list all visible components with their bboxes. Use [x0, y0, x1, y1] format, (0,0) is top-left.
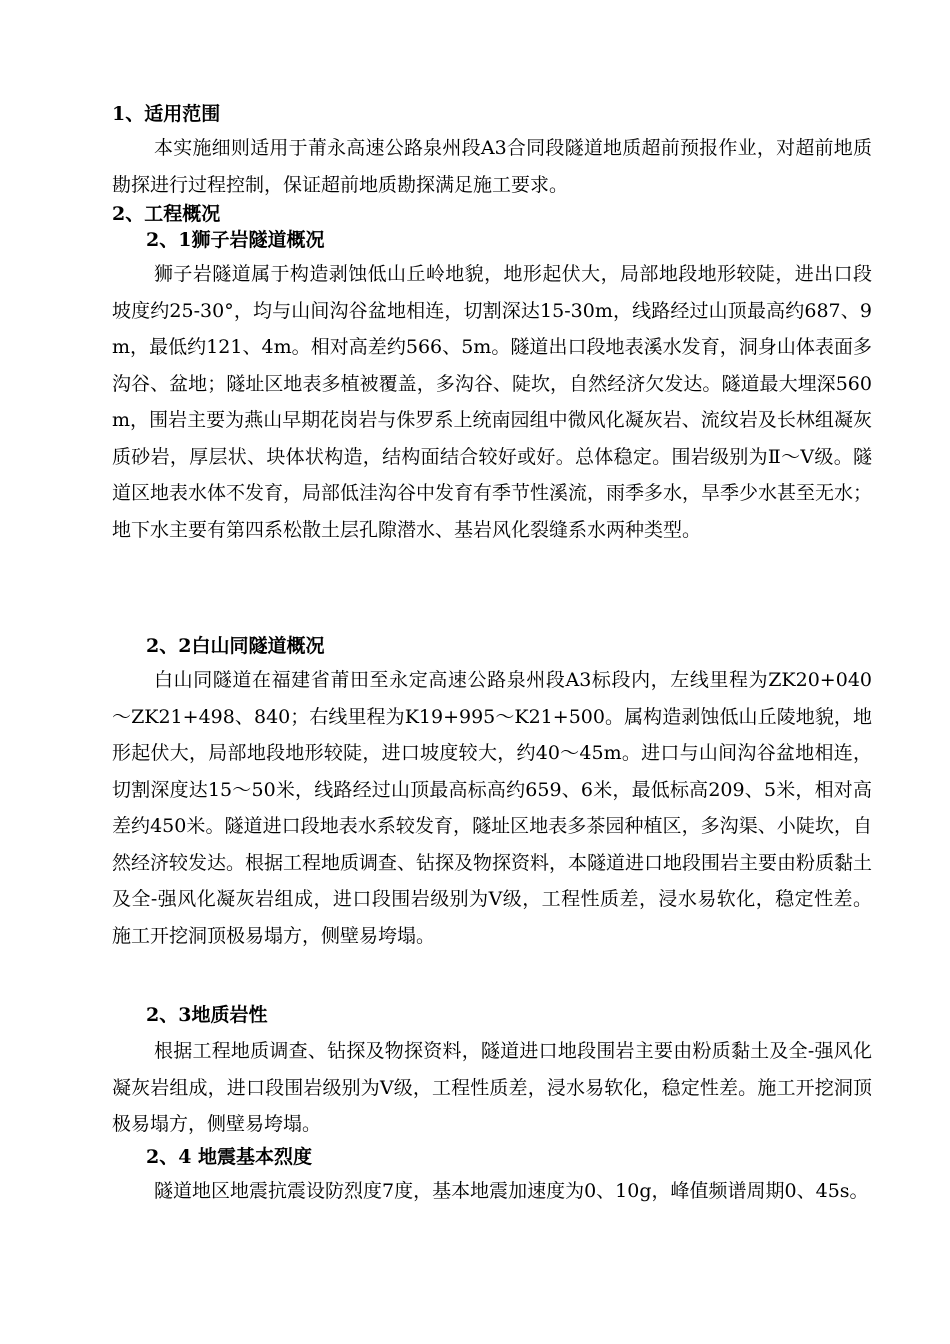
section-2-3-heading: 2、3地质岩性 — [146, 1004, 268, 1026]
section-2-heading: 2、工程概况 — [112, 203, 221, 225]
section-2-2-heading: 2、2白山同隧道概况 — [146, 635, 325, 657]
section-2-1-heading: 2、1狮子岩隧道概况 — [146, 229, 325, 251]
section-1-paragraph: 本实施细则适用于莆永高速公路泉州段A3合同段隧道地质超前预报作业，对超前地质勘探进行过程控制，保证超前地质勘探满足施工要求。 — [112, 137, 872, 196]
section-2-4-heading: 2、4 地震基本烈度 — [146, 1146, 313, 1168]
section-2-4-paragraph: 隧道地区地震抗震设防烈度7度，基本地震加速度为0、10g，峰值频谱周期0、45s。 — [154, 1180, 869, 1202]
section-2-1-paragraph: 狮子岩隧道属于构造剥蚀低山丘岭地貌，地形起伏大，局部地段地形较陡，进出口段坡度约25-30°，均与山间沟谷盆地相连，切割深达15-30m，线路经过山顶最高约687、9m，最低约121、4m。相对高差约566、5m。隧道出口段地表溪水发育，洞身山体表面多沟谷、盆地；隧址区地表多植被覆盖，多沟谷、陡坎，自然经济欠发达。隧道最大埋深560m，围岩主要为燕山早期花岗岩与侏罗系上统南园组中微风化凝灰岩、流纹岩及长林组凝灰质砂岩，厚层状、块体状构造，结构面结合较好或好。总体稳定。围岩级别为Ⅱ～Ⅴ级。隧道区地表水体不发育，局部低洼沟谷中发育有季节性溪流，雨季多水，旱季少水甚至无水；地下水主要有第四系松散土层孔隙潜水、基岩风化裂缝系水两种类型。 — [112, 263, 873, 541]
section-2-2-paragraph: 白山同隧道在福建省莆田至永定高速公路泉州段A3标段内，左线里程为ZK20+040～ZK21+498、840；右线里程为K19+995～K21+500。属构造剥蚀低山丘陵地貌，地形起伏大，局部地段地形较陡，进口坡度较大，约40～45m。进口与山间沟谷盆地相连，切割深度达15～50米，线路经过山顶最高标高约659、6米，最低标高209、5米，相对高差约450米。隧道进口段地表水系较发育，隧址区地表多茶园种植区，多沟渠、小陡坎，自然经济较发达。根据工程地质调查、钻探及物探资料，本隧道进口地段围岩主要由粉质黏土及全-强风化凝灰岩组成，进口段围岩级别为Ⅴ级，工程性质差，浸水易软化，稳定性差。施工开挖洞顶极易塌方，侧壁易垮塌。 — [112, 669, 873, 947]
section-2-3-paragraph: 根据工程地质调查、钻探及物探资料，隧道进口地段围岩主要由粉质黏土及全-强风化凝灰岩组成，进口段围岩级别为Ⅴ级，工程性质差，浸水易软化，稳定性差。施工开挖洞顶极易塌方，侧壁易垮塌。 — [112, 1040, 872, 1135]
section-1-heading: 1、适用范围 — [112, 103, 221, 125]
